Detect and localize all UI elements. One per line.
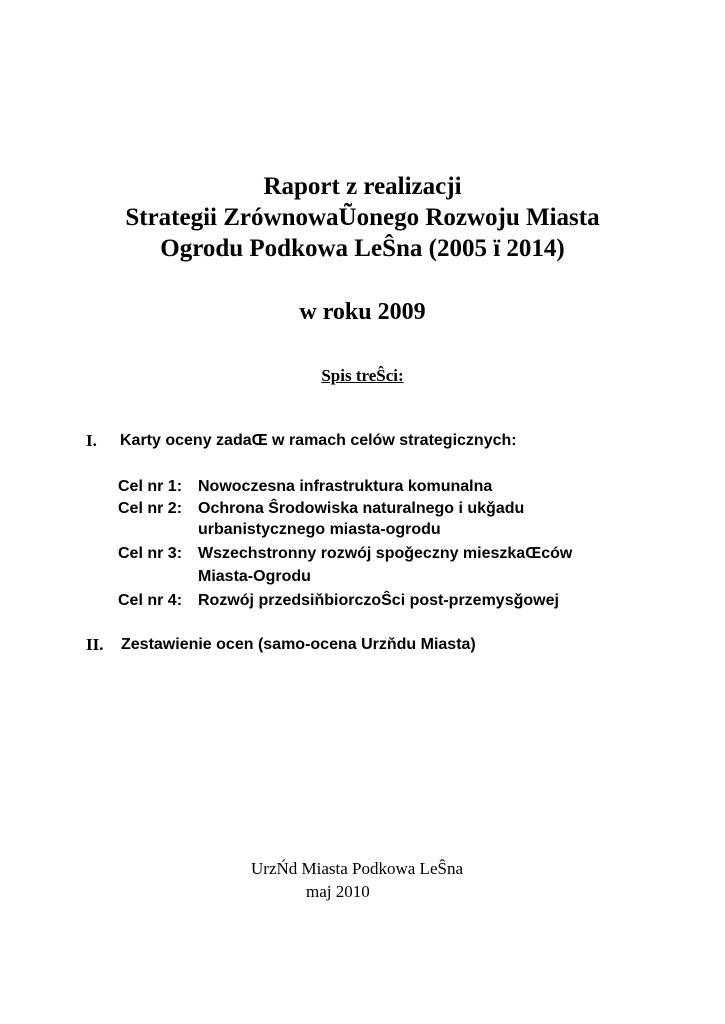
toc-item-label: Cel nr 4:	[118, 592, 183, 609]
toc-section-number: I.	[86, 431, 97, 450]
issuer: UrzŃd Miasta Podkowa LeŜna	[251, 859, 463, 878]
toc-section-title: Karty oceny zadaŒ w ramach celów strategicznych:	[120, 432, 517, 449]
title-line-3: Ogrodu Podkowa LeŜna (2005 ï 2014)	[160, 235, 565, 262]
toc-item-text: Nowoczesna infrastruktura komunalna	[198, 478, 493, 495]
toc-section-number: II.	[86, 635, 104, 654]
title-line-2: Strategii ZrównowaŨonego Rozwoju Miasta	[125, 204, 600, 231]
toc-item-label: Cel nr 3:	[118, 545, 183, 562]
title-line-1: Raport z realizacji	[263, 173, 462, 200]
toc-item-text: Rozwój przedsiňbiorczoŜci post-przemysǧowej	[198, 592, 559, 609]
issue-date: maj 2010	[306, 882, 370, 901]
toc-item-label: Cel nr 2:	[118, 500, 183, 517]
toc-heading: Spis treŜci:	[321, 366, 404, 385]
toc-item-continuation: Miasta-Ogrodu	[198, 568, 311, 585]
toc-item-label: Cel nr 1:	[118, 478, 183, 495]
toc-section-title: Zestawienie ocen (samo-ocena Urzňdu Miasta)	[121, 636, 476, 653]
report-year: w roku 2009	[299, 299, 426, 325]
toc-item-text: Ochrona Ŝrodowiska naturalnego i ukǧadu	[198, 500, 525, 517]
toc-item-text: Wszechstronny rozwój spoǧeczny mieszkaŒców	[198, 545, 573, 562]
toc-item-continuation: urbanistycznego miasta-ogrodu	[198, 521, 441, 538]
